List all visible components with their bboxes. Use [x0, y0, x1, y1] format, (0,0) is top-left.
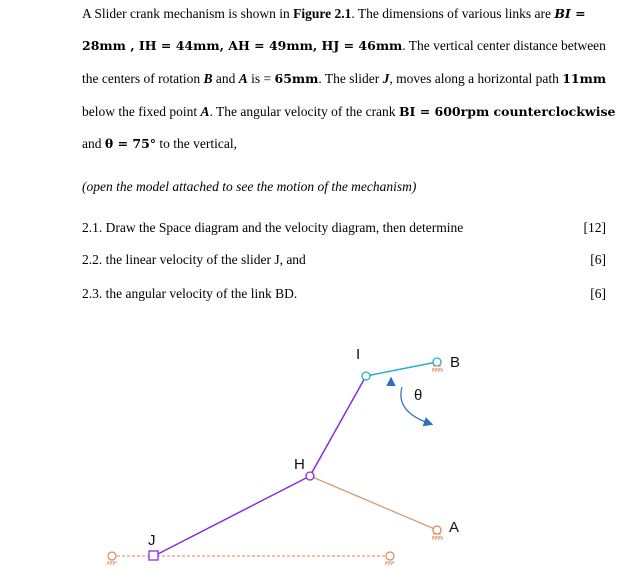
text-span: to the vertical, [156, 136, 238, 151]
slider-j [149, 551, 158, 560]
label-b: B [450, 354, 461, 371]
text-span: . The angular velocity of the crank [209, 104, 399, 119]
label-j: J [148, 532, 156, 549]
text-span: , moves along a horizontal path [389, 71, 563, 86]
marks-2-1: [12] [583, 220, 606, 235]
text-span: and [212, 71, 239, 86]
label-h: H [294, 456, 305, 473]
math-crank-speed: BI = 600rpm counterclockwise [398, 104, 616, 119]
ground-right-icon [385, 552, 395, 565]
point-j: J [382, 71, 390, 86]
joint-h [306, 472, 314, 480]
figure-ref: Figure 2.1 [293, 6, 352, 21]
point-a: A [200, 104, 210, 119]
math-theta: θ = 75° [104, 136, 157, 151]
question-2-2: 2.2. the linear velocity of the slider J, and [82, 252, 306, 267]
link-crank-bi [366, 362, 437, 376]
point-b: B [203, 71, 213, 86]
math-65mm: 65mm [274, 71, 319, 86]
text-span: . The dimensions of various links are [351, 6, 555, 21]
point-a: A [238, 71, 248, 86]
text-span: and [82, 136, 105, 151]
ground-left-icon [107, 552, 117, 565]
text-span: . The vertical center distance between [402, 38, 606, 53]
question-2-3: 2.3. the angular velocity of the link BD. [82, 286, 298, 301]
link-hj [154, 476, 310, 556]
text-span: the centers of rotation [82, 71, 204, 86]
text-span: . The slider [318, 71, 383, 86]
text-span: A Slider crank mechanism is shown in [82, 6, 294, 21]
marks-2-3: [6] [590, 286, 606, 301]
pivot-a-icon [432, 526, 443, 540]
link-ih [310, 376, 366, 476]
joint-i [362, 372, 370, 380]
label-theta: θ [414, 387, 423, 404]
marks-2-2: [6] [590, 252, 606, 267]
text-span: is = [247, 71, 275, 86]
question-2-1: 2.1. Draw the Space diagram and the velocity diagram, then determine [82, 220, 464, 235]
math-11mm: 11mm [562, 71, 607, 86]
label-i: I [356, 346, 361, 363]
text-span: below the fixed point [82, 104, 201, 119]
math-bi: BI = [554, 6, 586, 21]
model-note: (open the model attached to see the motion of the mechanism) [82, 179, 417, 194]
link-ah [310, 476, 437, 530]
label-a: A [449, 519, 460, 536]
pivot-b-icon [432, 358, 443, 372]
math-dimensions: 28mm , IH = 44mm, AH = 49mm, HJ = 46mm [82, 38, 403, 53]
